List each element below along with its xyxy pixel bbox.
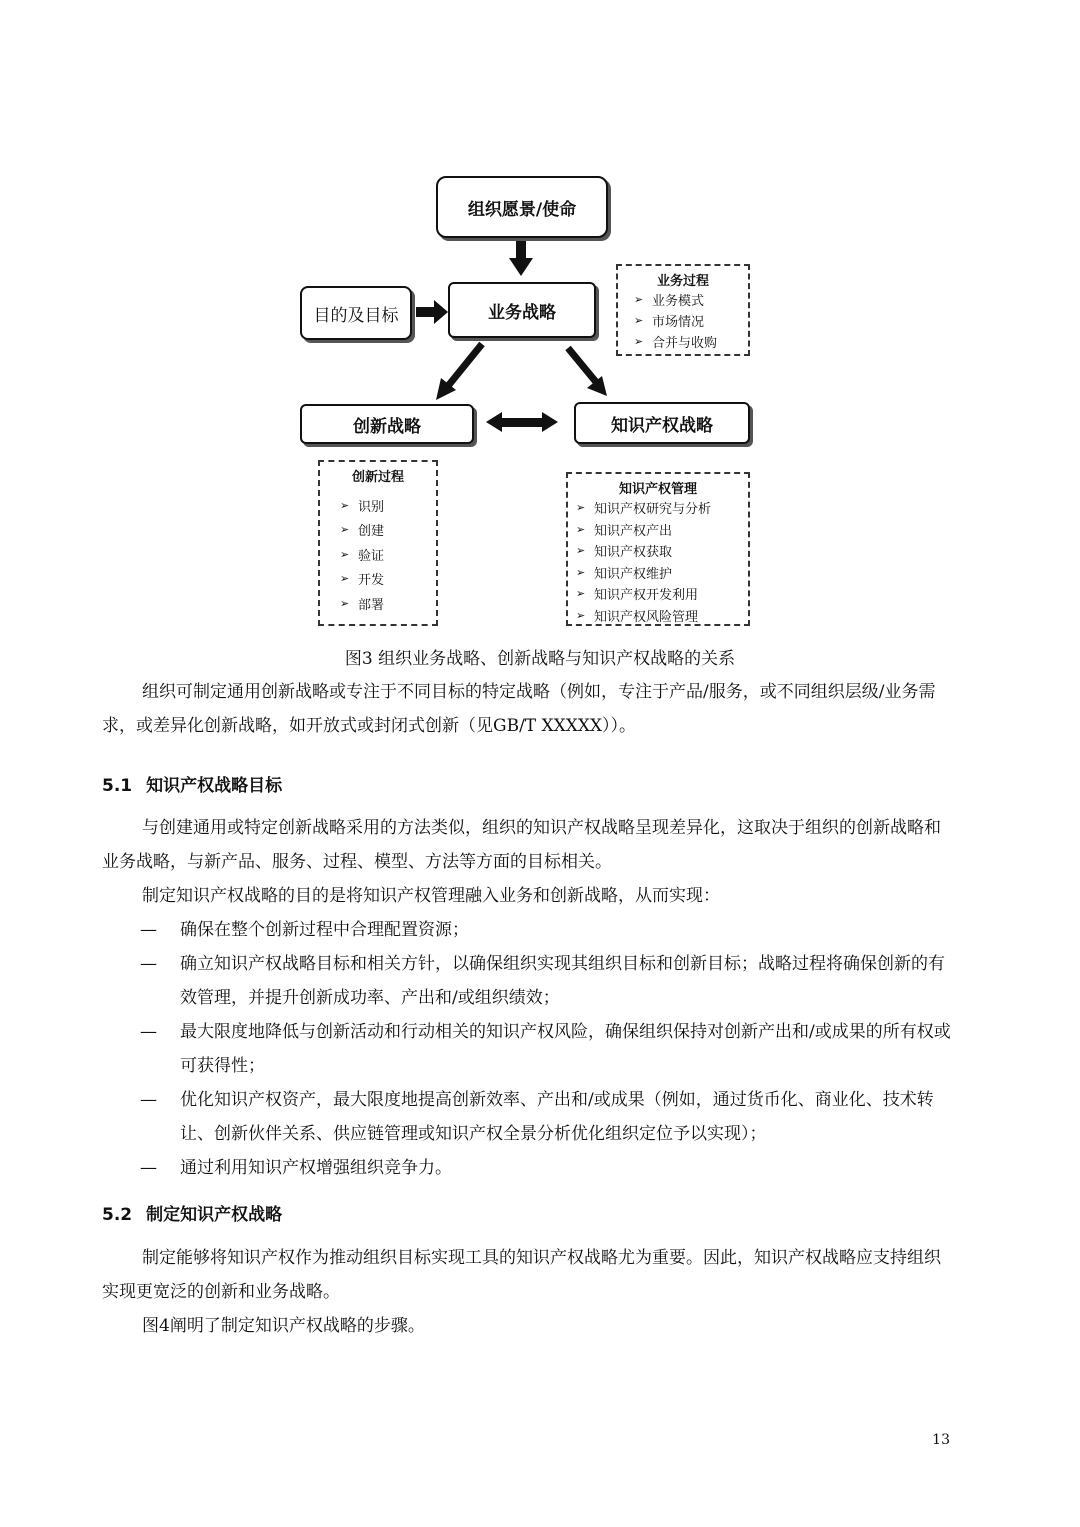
business-process-list (634, 289, 748, 352)
list-item: — 通过利用知识产权增强组织竞争力。 (140, 1151, 952, 1185)
list-item: ➢ 开发 (340, 572, 385, 589)
arrow-bullet-icon: ➢ (340, 547, 350, 561)
list-item: ➢ 知识产权研究与分析 (576, 501, 712, 518)
arrow-bullet-icon: ➢ (634, 314, 644, 327)
arrow-bullet-icon: ➢ (576, 565, 586, 579)
list-item: ➢ 识别 (340, 498, 385, 515)
list-item: ➢ 知识产权开发利用 (576, 587, 699, 604)
ip-strategy-box (574, 402, 750, 444)
section-title: 知识产权战略目标 (146, 776, 283, 796)
arrow-business-to-ip (568, 348, 607, 396)
arrow-bullet-icon: ➢ (576, 587, 586, 601)
arrow-business-to-innovation (436, 344, 482, 400)
list-item: ➢ 市场情况 (634, 314, 705, 330)
arrow-bullet-icon: ➢ (340, 572, 350, 586)
business-process-title: 业务过程 (656, 274, 709, 289)
arrow-bullet-icon: ➢ (634, 335, 644, 348)
vision-mission-label: 组织愿景/使命 (467, 199, 577, 220)
list-item: — 最大限度地降低与创新活动和行动相关的知识产权风险，确保组织保持对创新产出和/或成果的所有权或可获得性； (140, 1015, 952, 1083)
arrow-bullet-icon: ➢ (576, 522, 586, 536)
goals-box (300, 286, 412, 340)
arrow-goals-to-business (416, 300, 448, 324)
list-item: — 确立知识产权战略目标和相关方针，以确保组织实现其组织目标和创新目标；战略过程将确保创新的有效管理，并提升创新成功率、产出和/或组织绩效； (140, 947, 952, 1015)
list-item: ➢ 验证 (340, 547, 385, 564)
figure-caption: 图3 组织业务战略、创新战略与知识产权战略的关系 (344, 649, 736, 669)
business-strategy-box (448, 282, 596, 338)
section-title: 制定知识产权战略 (146, 1205, 283, 1225)
list-item: ➢ 知识产权获取 (576, 544, 673, 561)
section-number: 5.2 (102, 1205, 133, 1225)
section-heading-5-1 (102, 771, 282, 796)
page-number: 13 (932, 1432, 950, 1448)
ip-management-list (576, 497, 748, 626)
arrow-vision-to-business (509, 240, 533, 276)
paragraph-figure-4-ref: 图4阐明了制定知识产权战略的步骤。 (142, 1316, 425, 1336)
paragraph-ip-purpose: 制定知识产权战略的目的是将知识产权管理融入业务和创新战略，从而实现： (142, 886, 720, 906)
list-item: ➢ 部署 (340, 596, 385, 613)
list-item: ➢ 知识产权风险管理 (576, 608, 699, 625)
list-item: ➢ 创建 (340, 523, 385, 540)
section-number: 5.1 (102, 776, 133, 796)
business-strategy-label: 业务战略 (488, 302, 556, 323)
arrow-bullet-icon: ➢ (576, 501, 586, 515)
goals-label: 目的及目标 (313, 305, 399, 326)
section-heading-5-2 (102, 1200, 282, 1225)
dash-mark: — (140, 1022, 157, 1042)
vision-mission-box (436, 176, 608, 238)
ip-management-box (566, 472, 750, 626)
innovation-process-title: 创新过程 (351, 470, 404, 485)
arrow-bullet-icon: ➢ (576, 608, 586, 622)
list-item: — 确保在整个创新过程中合理配置资源； (140, 913, 952, 947)
ip-management-title: 知识产权管理 (618, 482, 697, 497)
paragraph-ip-tool: 制定能够将知识产权作为推动组织目标实现工具的知识产权战略尤为重要。因此，知识产权战略应支持组织实现更宽泛的创新和业务战略。 (102, 1248, 941, 1302)
dash-mark: — (140, 920, 157, 940)
paragraph-innovation-strategy: 组织可制定通用创新战略或专注于不同目标的特定战略（例如，专注于产品/服务，或不同组织层级/业务需求，或差异化创新战略，如开放式或封闭式创新（见GB/T XXXXX））。 (102, 682, 936, 736)
arrow-bullet-icon: ➢ (340, 523, 350, 537)
arrow-innovation-ip-double (486, 412, 558, 432)
business-process-box (616, 264, 750, 356)
innovation-process-box (318, 460, 438, 626)
list-item: ➢ 业务模式 (634, 293, 705, 309)
paragraph-ip-differentiation: 与创建通用或特定创新战略采用的方法类似，组织的知识产权战略呈现差异化，这取决于组织的创新战略和业务战略，与新产品、服务、过程、模型、方法等方面的目标相关。 (102, 818, 941, 872)
list-item: ➢ 知识产权维护 (576, 565, 673, 582)
list-item: — 优化知识产权资产，最大限度地提高创新效率、产出和/或成果（例如，通过货币化、商业化、技术转让、创新伙伴关系、供应链管理或知识产权全景分析优化组织定位予以实现）； (140, 1083, 952, 1151)
innovation-process-list (340, 493, 436, 616)
innovation-strategy-label: 创新战略 (353, 416, 421, 437)
dash-mark: — (140, 954, 157, 974)
ip-strategy-label: 知识产权战略 (611, 415, 713, 436)
dash-mark: — (140, 1090, 157, 1110)
arrow-bullet-icon: ➢ (340, 498, 350, 512)
arrow-bullet-icon: ➢ (340, 596, 350, 610)
innovation-strategy-box (300, 404, 474, 444)
arrow-bullet-icon: ➢ (576, 544, 586, 558)
dash-mark: — (140, 1158, 157, 1178)
arrow-bullet-icon: ➢ (634, 293, 644, 306)
list-item: ➢ 知识产权产出 (576, 522, 673, 539)
list-item: ➢ 合并与收购 (634, 335, 718, 351)
